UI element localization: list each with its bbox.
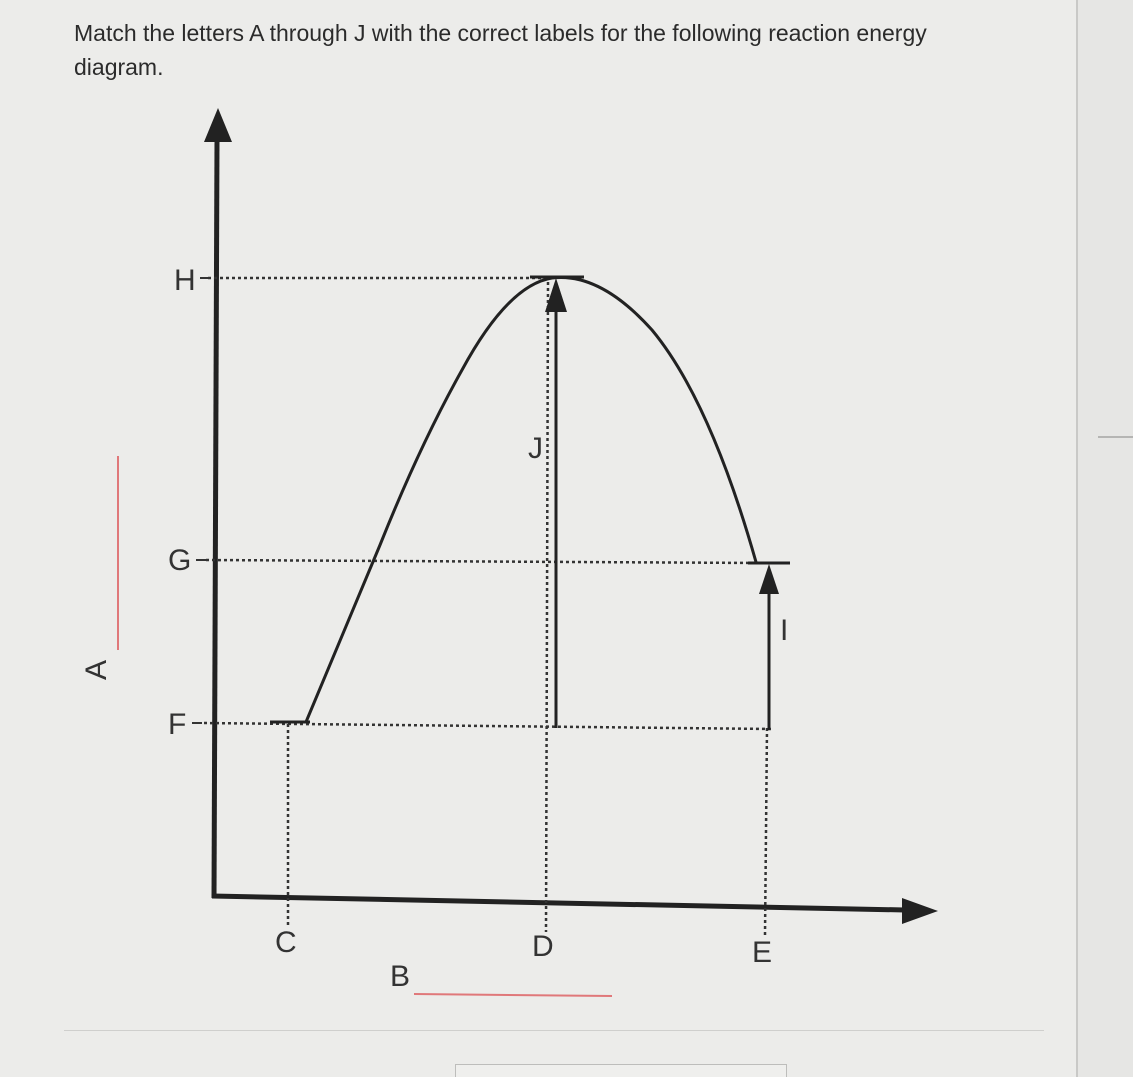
d-vertical-dotted-line [546,282,548,932]
y-axis-arrowhead [204,108,232,142]
label-i: I [780,614,789,647]
label-h: H [174,264,196,297]
x-axis-arrowhead [902,898,938,924]
label-c: C [275,926,297,959]
answer-blank-b[interactable] [414,994,612,996]
label-e: E [752,936,773,969]
e-vertical-dotted-line [765,728,767,935]
label-b: B [390,960,411,993]
i-arrowhead [759,564,779,594]
label-d: D [532,930,554,963]
x-axis [212,896,905,910]
footer-divider [64,1030,1044,1031]
y-axis [214,140,217,898]
answer-input-box[interactable] [455,1064,787,1077]
label-f: F [168,708,187,741]
edge-divider [1098,436,1133,438]
reaction-curve [306,277,756,722]
label-a: A [80,659,113,680]
label-j: J [528,432,543,465]
label-g: G [168,544,192,577]
question-text: Match the letters A through J with the correct labels for the following reaction energy diagram. [74,20,927,80]
level-g-dotted-line [206,560,760,563]
